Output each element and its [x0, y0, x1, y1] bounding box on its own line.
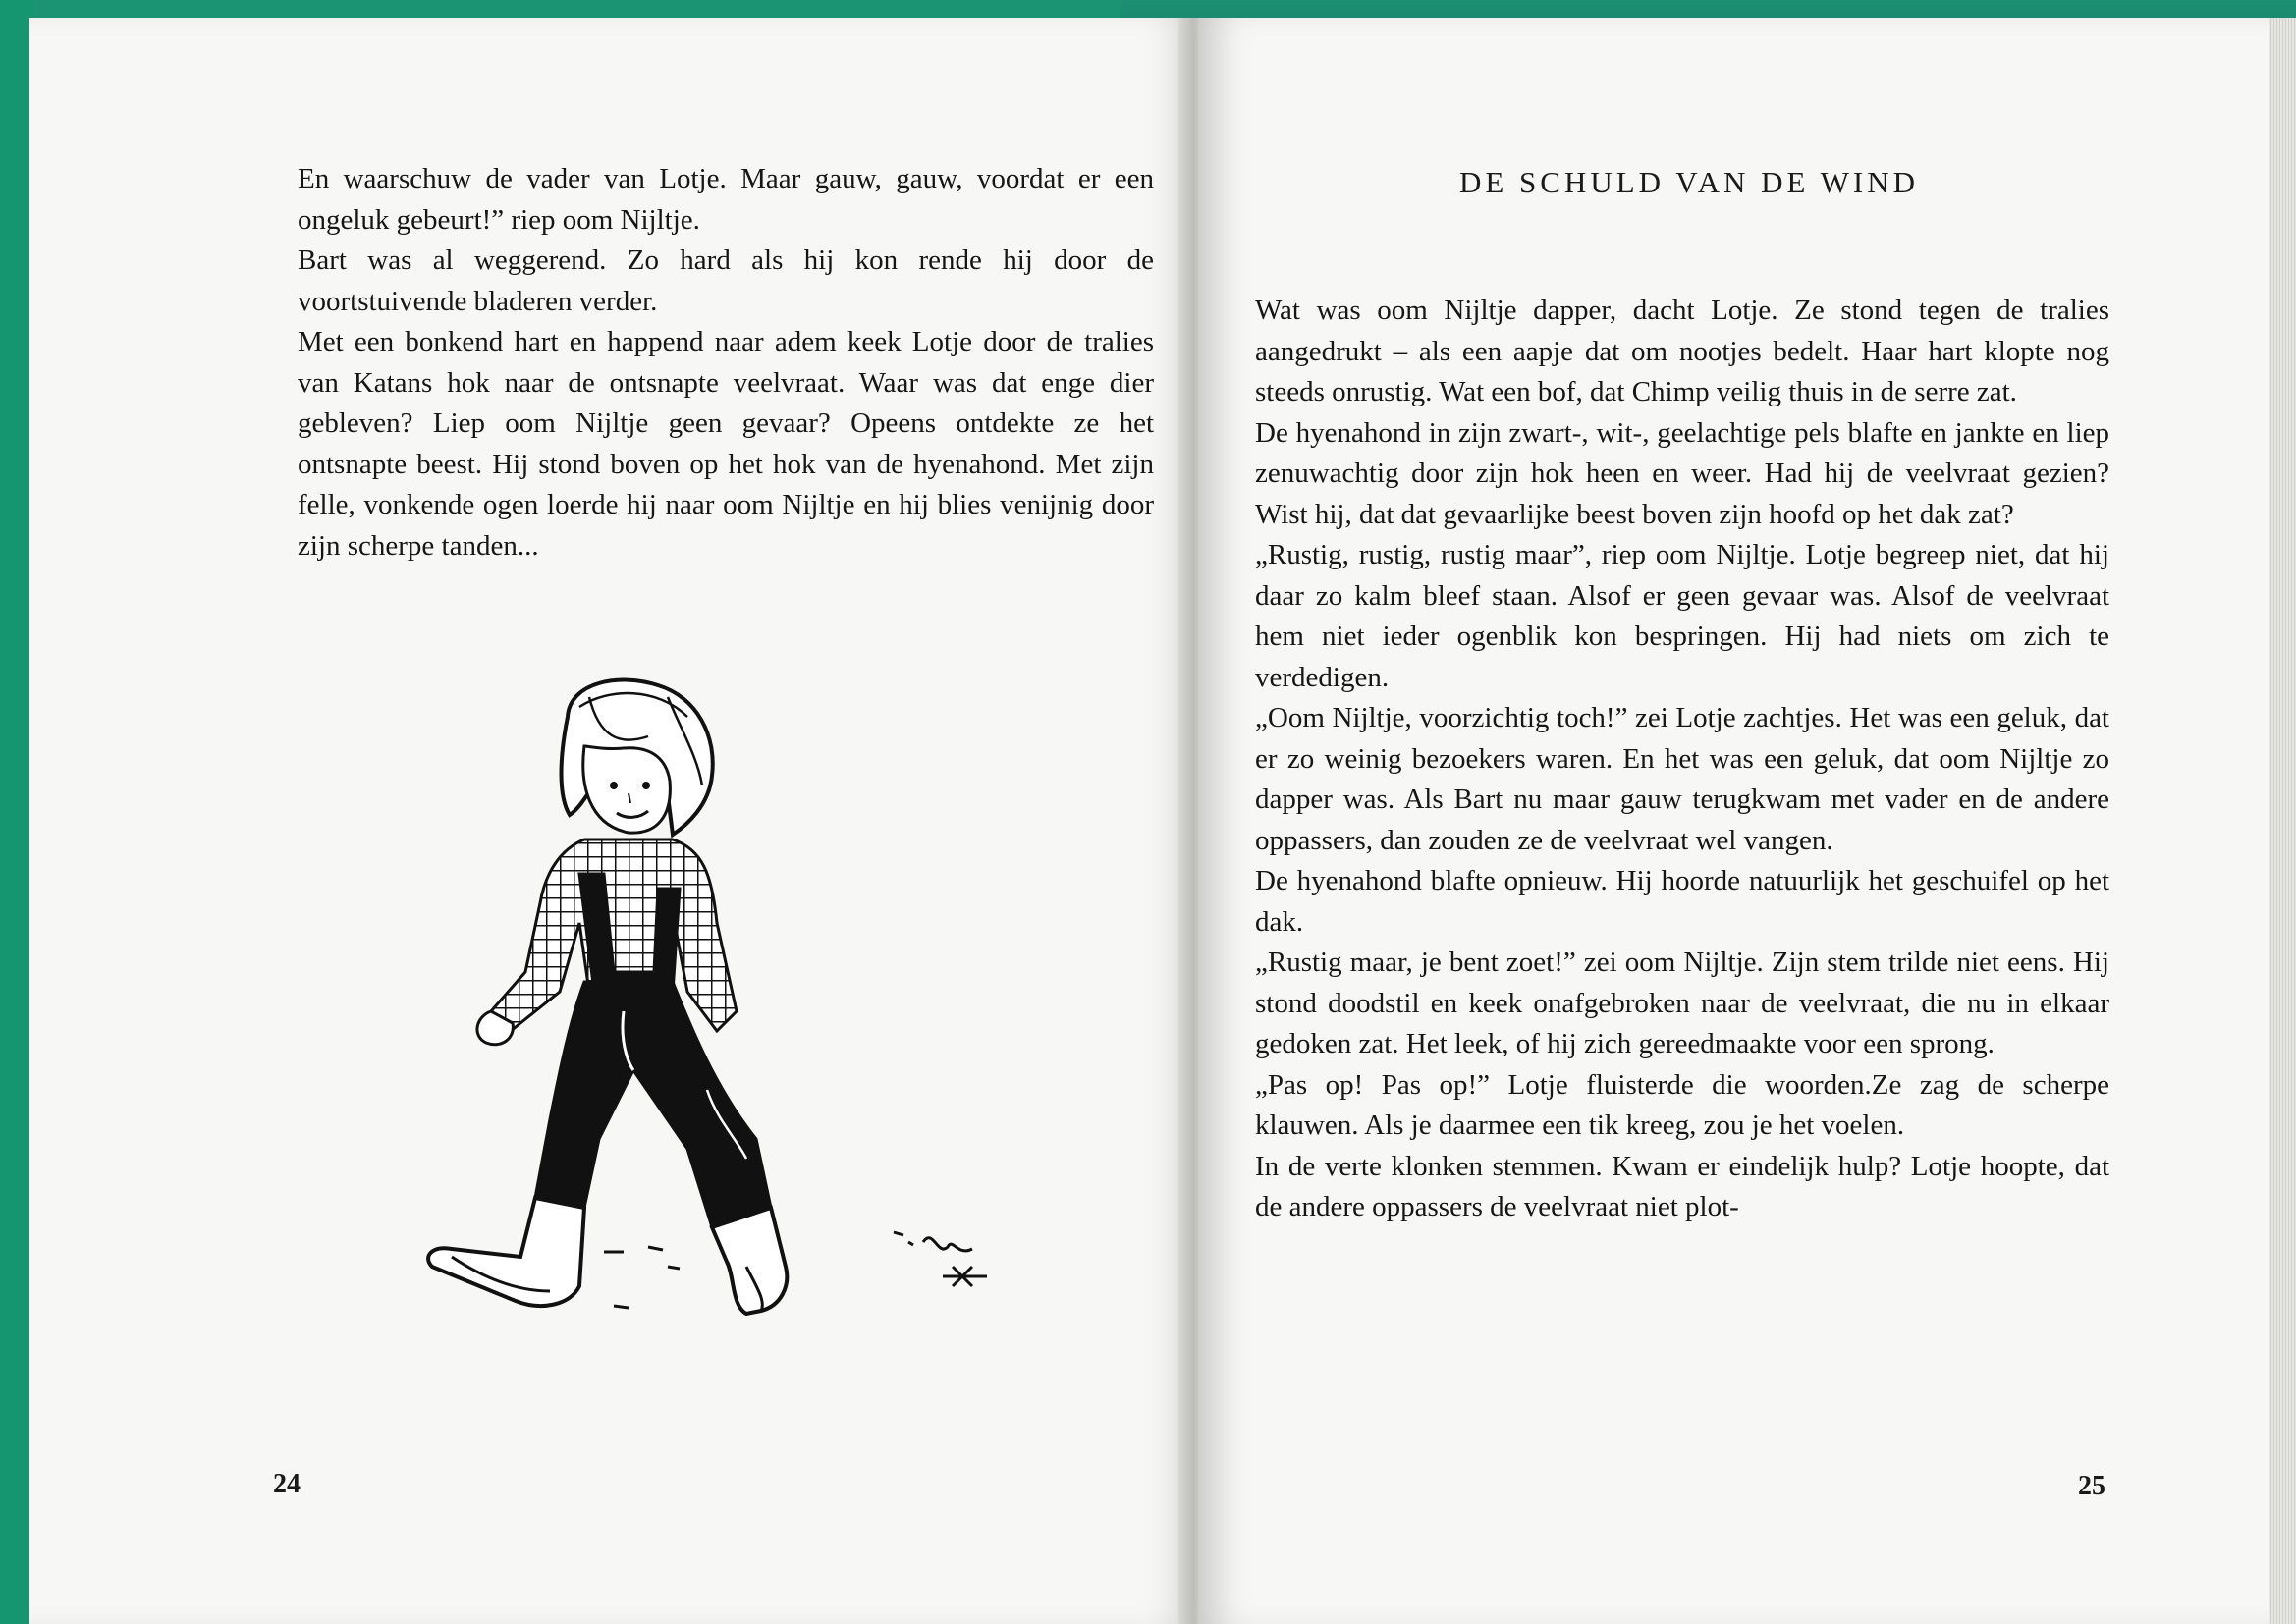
left-page-text [298, 159, 1154, 567]
paragraph: „Rustig maar, je bent zoet!” zei oom Nijltje. Zijn stem trilde niet eens. Hij stond doodstil en keek onafgebroken naar de veelvraat, die nu in elkaar gedoken zat. Het leek, of hij zich gereedmaakte voor een sprong. [1255, 947, 2109, 1059]
paragraph: De hyenahond in zijn zwart-, wit-, geelachtige pels blafte en jankte en liep zenuwachtig door zijn hok heen en weer. Had hij de veelvraat gezien? Wist hij, dat dat gevaarlijke beest boven zijn hoofd op het dak zat? [1255, 416, 2109, 530]
chapter-title: DE SCHULD VAN DE WIND [1458, 165, 1920, 199]
page-stack-edge [2269, 18, 2296, 1624]
paragraph: En waarschuw de vader van Lotje. Maar gauw, gauw, voordat er een ongeluk gebeurt!” riep oom Nijltje. [298, 163, 1154, 236]
paragraph: In de verte klonken stemmen. Kwam er eindelijk hulp? Lotje hoopte, dat de andere oppassers de veelvraat niet plot- [1255, 1150, 2109, 1222]
page-number-left: 24 [273, 1469, 301, 1499]
paragraph: „Pas op! Pas op!” Lotje fluisterde die woorden.Ze zag de scherpe klauwen. Als je daarmee een tik kreeg, zou je het voelen. [1255, 1068, 2109, 1141]
paragraph: „Oom Nijltje, voorzichtig toch!” zei Lotje zachtjes. Het was een geluk, dat er zo weinig bezoekers waren. En het was een geluk, dat oom Nijltje zo dapper was. Als Bart nu maar gauw terugkwam met vader en de andere oppassers, dan zouden ze de veelvraat wel vangen. [1255, 702, 2109, 856]
paragraph: Wat was oom Nijltje dapper, dacht Lotje. Ze stond tegen de tralies aangedrukt – als een aapje dat om nootjes bedelt. Haar hart klopte nog steeds onrustig. Wat een bof, dat Chimp veilig thuis in de serre zat. [1255, 295, 2109, 407]
paragraph: De hyenahond blafte opnieuw. Hij hoorde natuurlijk het geschuifel op het dak. [1255, 865, 2109, 938]
right-page-text [1255, 291, 2109, 1228]
page-number-right: 25 [2078, 1471, 2105, 1501]
girl-illustration [422, 677, 1070, 1404]
cover-left-edge [0, 0, 33, 1624]
paragraph: „Rustig, rustig, rustig maar”, riep oom Nijltje. Lotje begreep niet, dat hij daar zo kalm bleef staan. Alsof er geen gevaar was. Alsof de veelvraat hem niet ieder ogenblik kon bespringen. Hij had niets om zich te verdedigen. [1255, 539, 2109, 693]
artist-signature [923, 1238, 987, 1286]
paragraph: Met een bonkend hart en happend naar adem keek Lotje door de tralies van Katans hok naar de ontsnapte veelvraat. Waar was dat enge dier gebleven? Liep oom Nijltje geen gevaar? Opeens ontdekte ze het ontsnapte beest. Hij stond boven op het hok van de hyenahond. Met zijn felle, vonkende ogen loerde hij naar oom Nijltje en hij blies venijnig door zijn scherpe tanden... [298, 326, 1154, 562]
paragraph: Bart was al weggerend. Zo hard als hij kon rende hij door de voortstuivende bladeren verder. [298, 244, 1154, 317]
